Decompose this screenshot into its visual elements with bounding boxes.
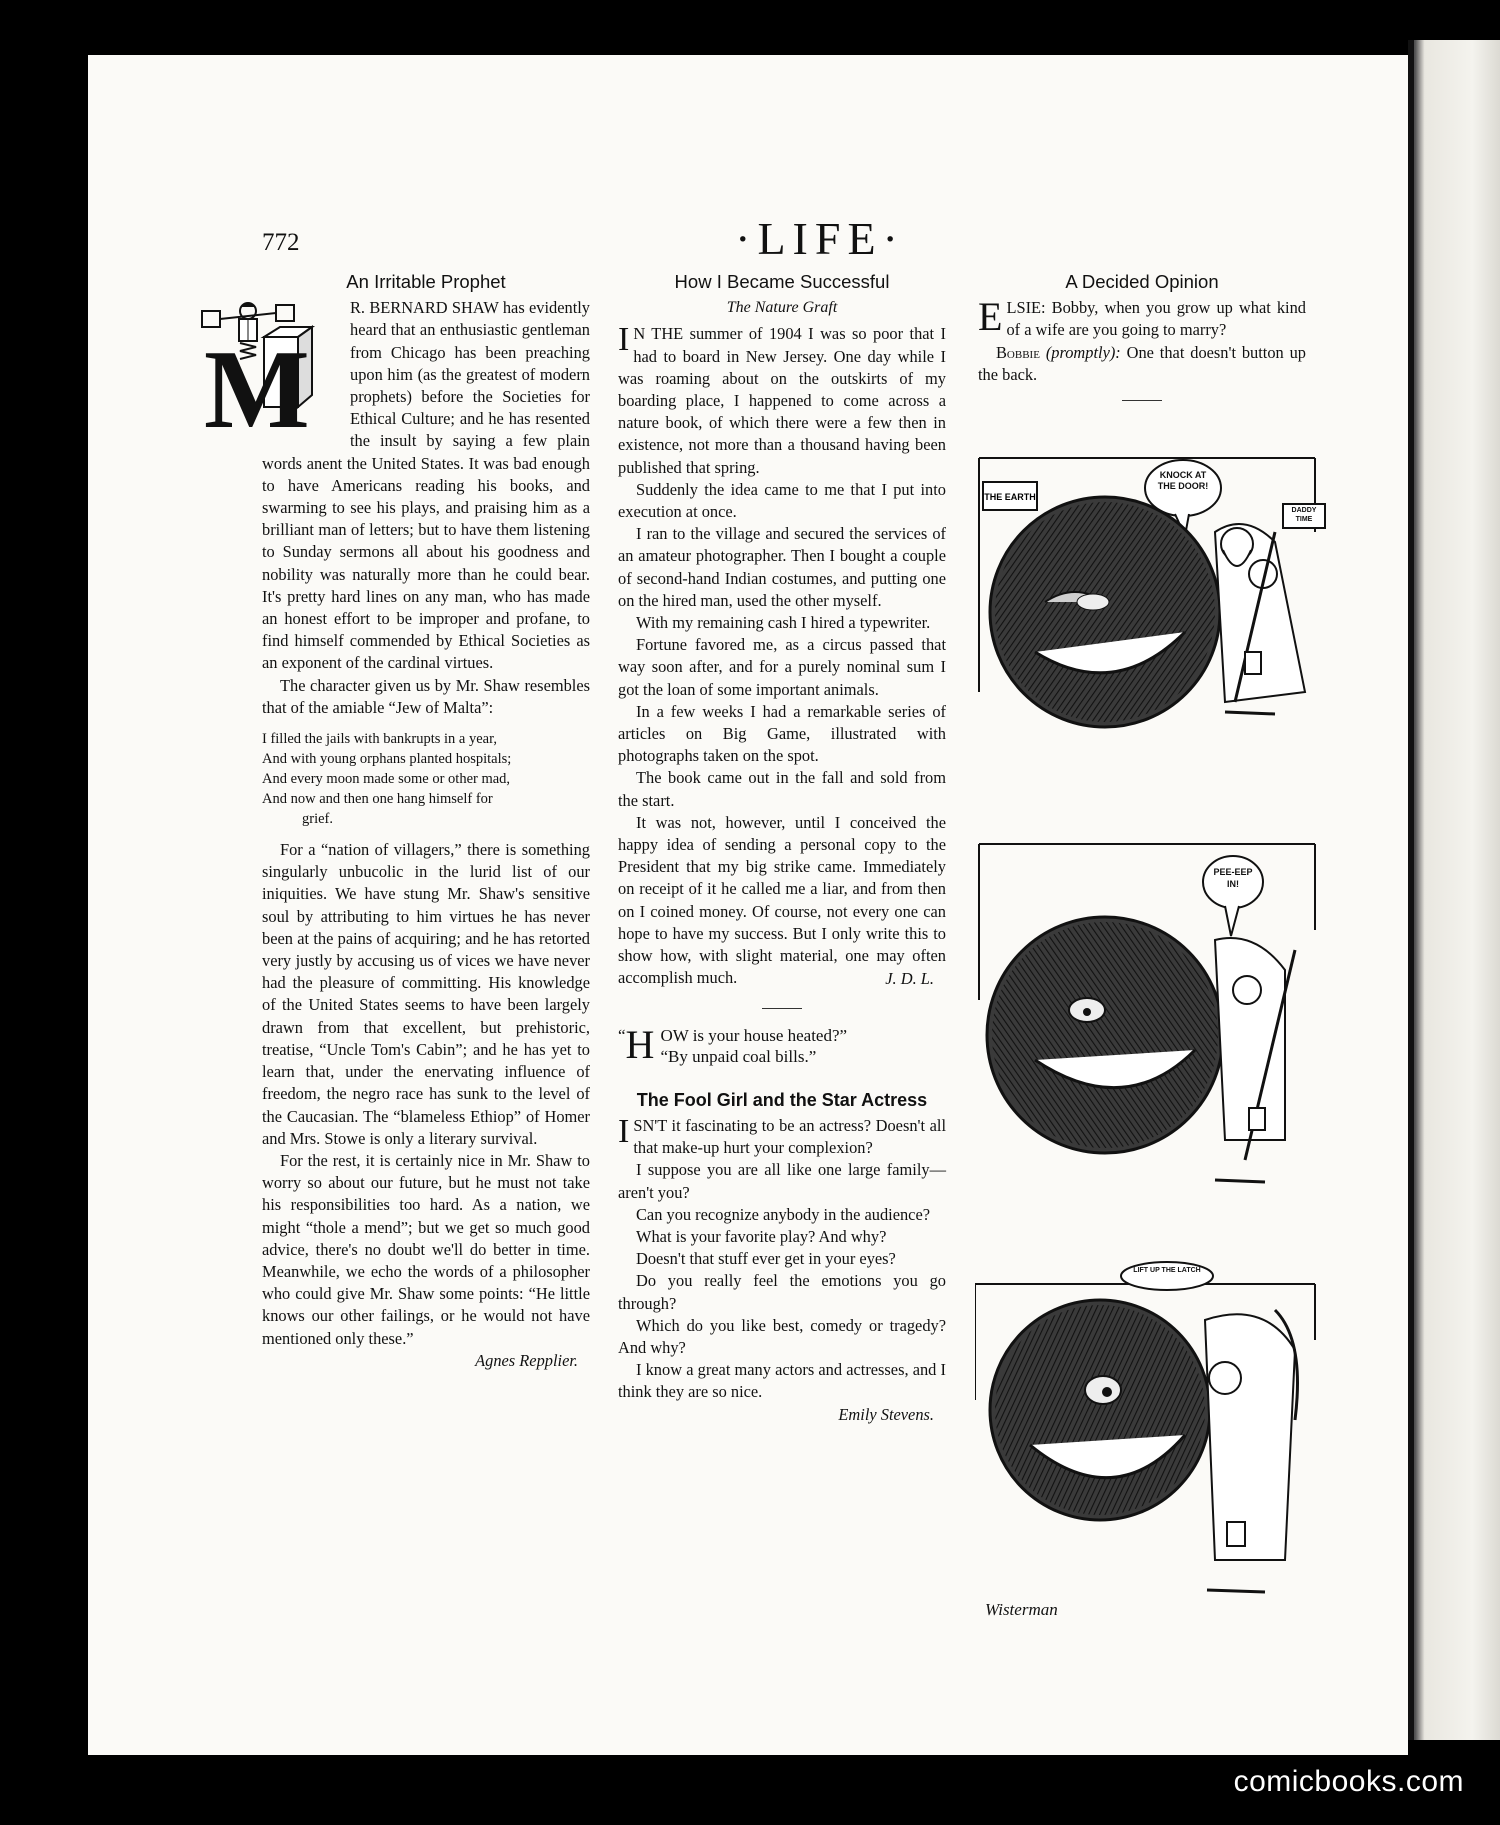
paragraph: I know a great many actors and actresses, and I think they are so nice. [618,1360,946,1402]
jack-in-box-dropcap [194,297,342,435]
paragraph: What is your favorite play? And why? [636,1226,887,1246]
cartoon-panel-3 [975,1260,1333,1620]
dialogue-line: LSIE: Bobby, when you grow up what kind of a wife are you going to marry? [1006,298,1306,340]
verse-line: I filled the jails with bankrupts in a year, [262,731,497,748]
speech-text: LIFT UP THE LATCH [1133,1267,1201,1274]
article-title: How I Became Successful [674,271,890,292]
article-subtitle: The Nature Graft [726,299,838,317]
speaker-name: Bobbie [996,342,1040,362]
jack-in-box-illustration [194,297,342,435]
open-quote: “ [618,1025,626,1045]
speech-bubble [1121,1262,1213,1290]
verse-line: And with young orphans planted hospitals; [262,751,512,768]
paragraph: SN'T it fascinating to be an actress? Doesn't all that make-up hurt your complexion? [633,1115,946,1158]
spine-shadow [1408,40,1414,1740]
paragraph: Can you recognize anybody in the audience? [636,1204,931,1224]
paragraph: I suppose you are all like one large family—aren't you? [618,1160,946,1202]
book-spine [1408,40,1500,1740]
paragraph: With my remaining cash I hired a typewriter. [636,613,931,633]
column-3 [978,271,1306,415]
paragraph: For a “nation of villagers,” there is something singularly unbucolic in the lurid list of our iniquities. We have stung Mr. Shaw's sensitive soul by attributing to him virtues he has never been at the pains of acquiring; and he has retorted very justly by accusing us of vices we have never had the pleasure of committing. His knowledge of the United States seems to have been largely drawn from that excellent, but prehistoric, treatise, “Uncle Tom's Cabin”; and he has yet to learn that, under the enervating influence of freedom, the negro race has sunk to the level of the Caucasian. The “blameless Ethiop” of Homer and Mrs. Stowe is only a literary survival. [262,840,590,1148]
verse-line: grief. [302,811,333,828]
paragraph: Suddenly the idea came to me that I put into execution at once. [618,479,946,522]
earth-sign [983,482,1037,510]
column-1 [204,271,590,1372]
masthead-title: ·LIFE· [735,213,905,264]
cartoon-panel-1 [975,452,1333,780]
paragraph: Fortune favored me, as a circus passed that way soon after, and for a purely nominal sum I got the loan of some important animals. [618,635,946,699]
moon-face-illustration [975,840,1333,1210]
paragraph: It was not, however, until I conceived the happy idea of sending a personal copy to the President that my big strike came. Immediately on receipt of it he called me a liar, and from then on I coined money. Of course, not every one can hope to have my success. But I only write this to show how, with slight material, one may often accomplish much. [618,812,946,988]
stage-direction: (promptly): [1045,342,1121,362]
joke-line: “By unpaid coal bills.” [660,1046,817,1066]
verse-line: And now and then one hang himself for [262,791,493,808]
cartoon-panel-2 [975,840,1333,1210]
moon-face-illustration [975,1260,1333,1620]
drop-letter: M [204,328,310,436]
paragraph: Which do you like best, comedy or tragedy? And why? [618,1315,946,1357]
divider-rule [1122,400,1162,401]
divider-rule [762,1008,802,1009]
column-2 [618,271,946,1426]
paragraph: In a few weeks I had a remarkable series of articles on Big Game, illustrated with photographs taken on the spot. [618,701,946,766]
drop-letter: I [618,1112,630,1150]
site-watermark: comicbooks.com [1233,1765,1464,1798]
sign-text: DADDY TIME [1291,507,1317,523]
paragraph: The book came out in the fall and sold from the start. [618,768,946,810]
drop-letter: E [978,294,1003,340]
sign-text: THE EARTH [984,492,1036,502]
article-title: The Fool Girl and the Star Actress [636,1089,928,1110]
speech-text: KNOCK AT THE DOOR! [1157,470,1209,491]
author-signature: Agnes Repplier. [475,1350,578,1370]
daddy-time-sign [1283,504,1325,528]
paragraph: R. BERNARD SHAW has evidently heard that an enthusiastic gentleman from Chicago has been preaching upon him (as the greatest of modern prophets) before the Societies for Ethical Culture; and he has resented the insult by saying a few plain words anent the United States. It was bad enough to have Americans reading his books, and swarming to see his plays, and praising him as a brilliant man of letters; but to have them listening to Sunday sermons all about his goodness and nobility was naturally more than he could bear. It's pretty hard lines on any man, who has made an honest effort to be improper and profane, to find himself commended by Ethical Societies as an exponent of the cardinal virtues. [262,298,590,673]
author-signature: Emily Stevens. [838,1404,934,1424]
paragraph: Doesn't that stuff ever get in your eyes? [636,1249,896,1269]
artist-signature: Wisterman [985,1600,1058,1619]
drop-letter: H [625,1021,655,1067]
verse-quote [262,729,590,829]
paragraph: N THE summer of 1904 I was so poor that I had to board in New Jersey. One day while I was roaming about on the outskirts of my boarding place, I happened to come across a nature book, of which there were a few then in existence, not more than a thousand having been published that spring. [618,324,946,477]
drop-letter: I [618,321,630,359]
joke-line: OW is your house heated?” [660,1025,848,1045]
page-number: 772 [262,229,300,256]
speech-bubble [1203,856,1263,936]
speech-text: PEE-EEP IN! [1213,867,1253,889]
paragraph: Do you really feel the emotions you go through? [618,1271,946,1313]
author-signature: J. D. L. [885,968,934,988]
dialogue-line [978,342,1306,386]
joke-block [618,1021,946,1067]
article-title: An Irritable Prophet [346,271,506,292]
paragraph: The character given us by Mr. Shaw resembles that of the amiable “Jew of Malta”: [262,675,590,717]
paragraph: For the rest, it is certainly nice in Mr. Shaw to worry so about our future, but he must not take his responsibilities too hard. As a nation, we might “thole a mend”; but we get so much good advice, there's no doubt we'll do better in time. Meanwhile, we echo the words of a philosopher who could give Mr. Shaw some points: “He little knows our other failings, or he would not have mentioned only these.” [262,1150,590,1348]
verse-line: And every moon made some or other mad, [262,771,511,788]
dialogue-text: One that doesn't button up the back. [978,342,1306,384]
moon-face-illustration [975,452,1333,780]
paragraph: I ran to the village and secured the services of an amateur photographer. Then I bought a couple of second-hand Indian costumes, and putting one on the hired man, used the other myself. [618,524,946,610]
article-title: A Decided Opinion [1065,271,1219,292]
